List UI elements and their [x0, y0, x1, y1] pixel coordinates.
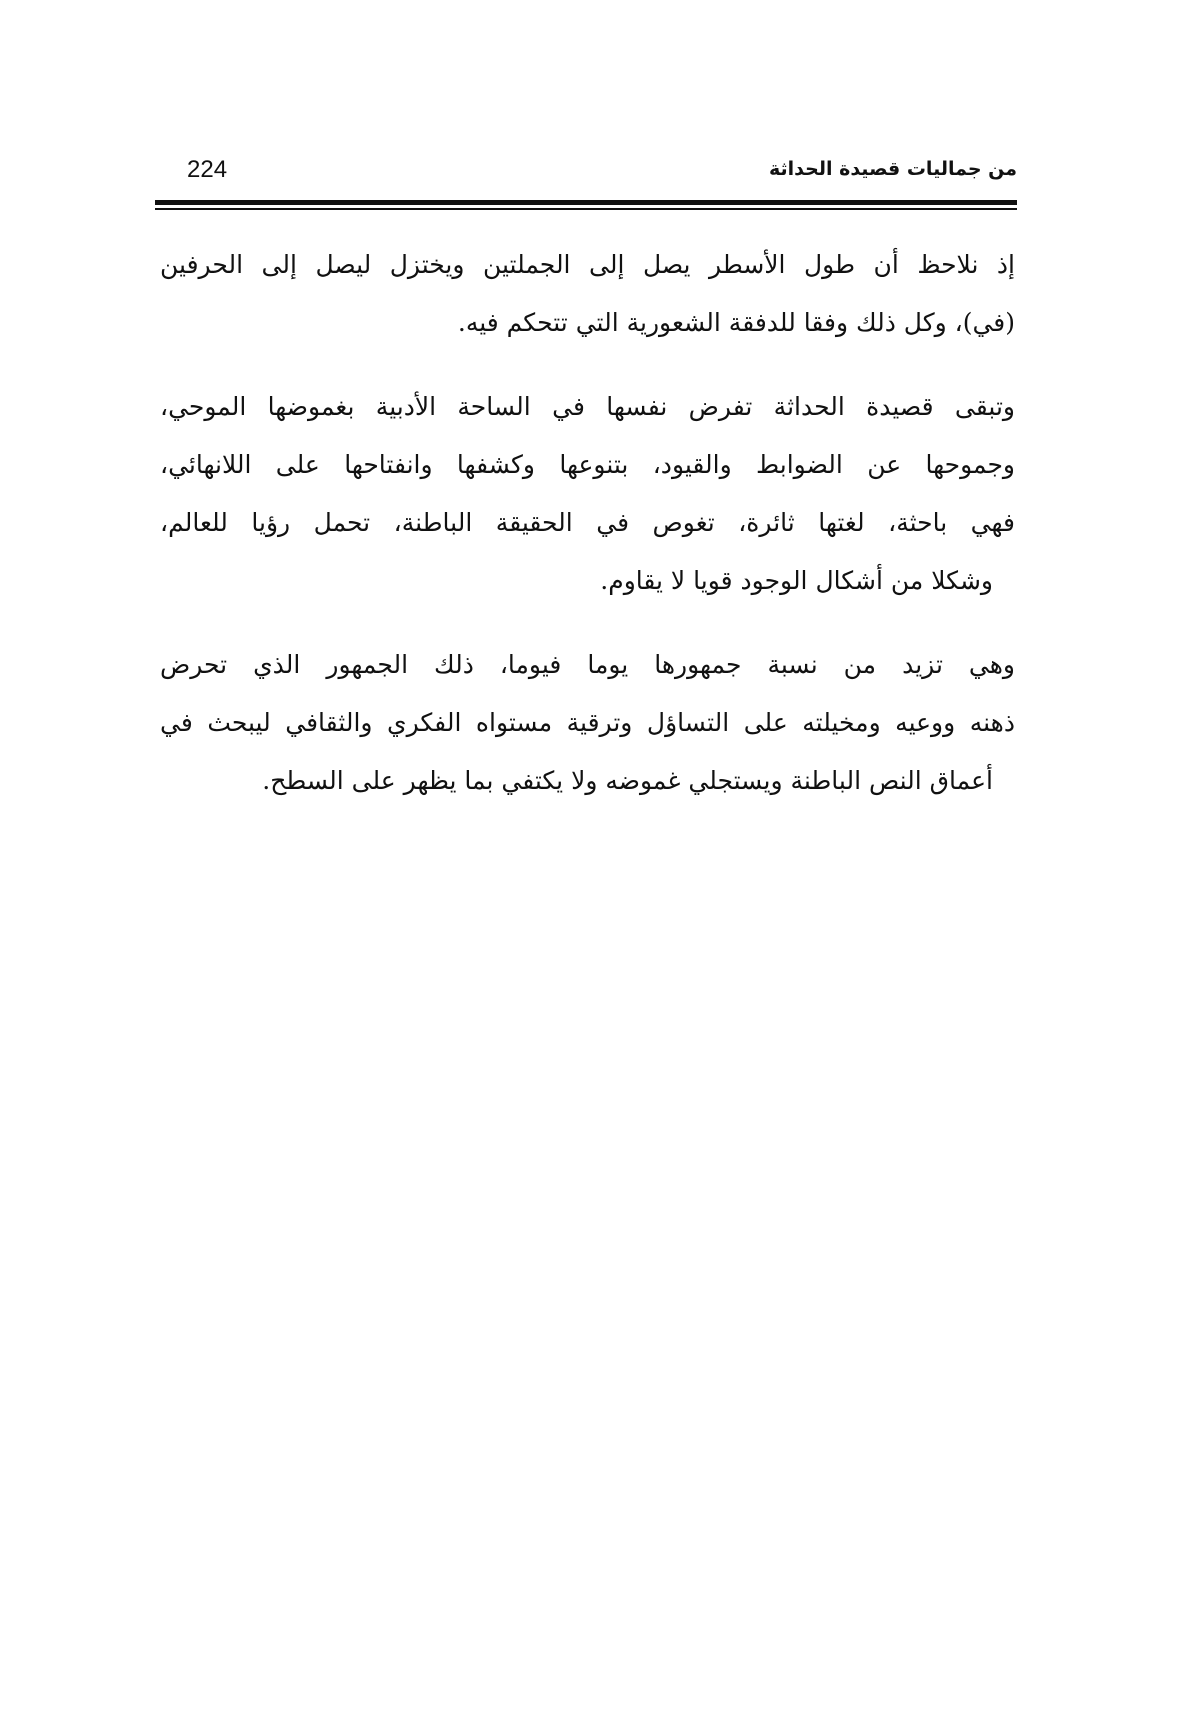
paragraph-3: [160, 636, 1015, 810]
paragraph-1: [160, 236, 1015, 352]
text-line: إذ نلاحظ أن طول الأسطر يصل إلى الجملتين ويختزل ليصل إلى الحرفين: [160, 250, 1015, 279]
text-line: (في)، وكل ذلك وفقا للدفقة الشعورية التي تتحكم فيه.: [457, 308, 1015, 337]
text-line: وهي تزيد من نسبة جمهورها يوما فيوما، ذلك الجمهور الذي تحرض: [160, 650, 1015, 679]
paragraph-2: [160, 378, 1015, 610]
body-text: [160, 236, 1015, 836]
text-line: أعماق النص الباطنة ويستجلي غموضه ولا يكتفي بما يظهر على السطح.: [262, 766, 993, 795]
text-line: وجموحها عن الضوابط والقيود، بتنوعها وكشفها وانفتاحها على اللانهائي،: [160, 450, 1015, 479]
header-rule-thick: [155, 200, 1017, 205]
text-line: وتبقى قصيدة الحداثة تفرض نفسها في الساحة الأدبية بغموضها الموحي،: [160, 392, 1015, 421]
running-header-title: من جماليات قصيدة الحداثة: [769, 158, 1017, 180]
text-line: وشكلا من أشكال الوجود قويا لا يقاوم.: [600, 566, 993, 595]
running-header: [155, 150, 1017, 198]
header-rule-thin: [155, 208, 1017, 210]
text-line: فهي باحثة، لغتها ثائرة، تغوص في الحقيقة الباطنة، تحمل رؤيا للعالم،: [160, 508, 1015, 537]
text-line: ذهنه ووعيه ومخيلته على التساؤل وترقية مستواه الفكري والثقافي ليبحث في: [160, 708, 1015, 737]
page-number: 224: [187, 156, 228, 183]
